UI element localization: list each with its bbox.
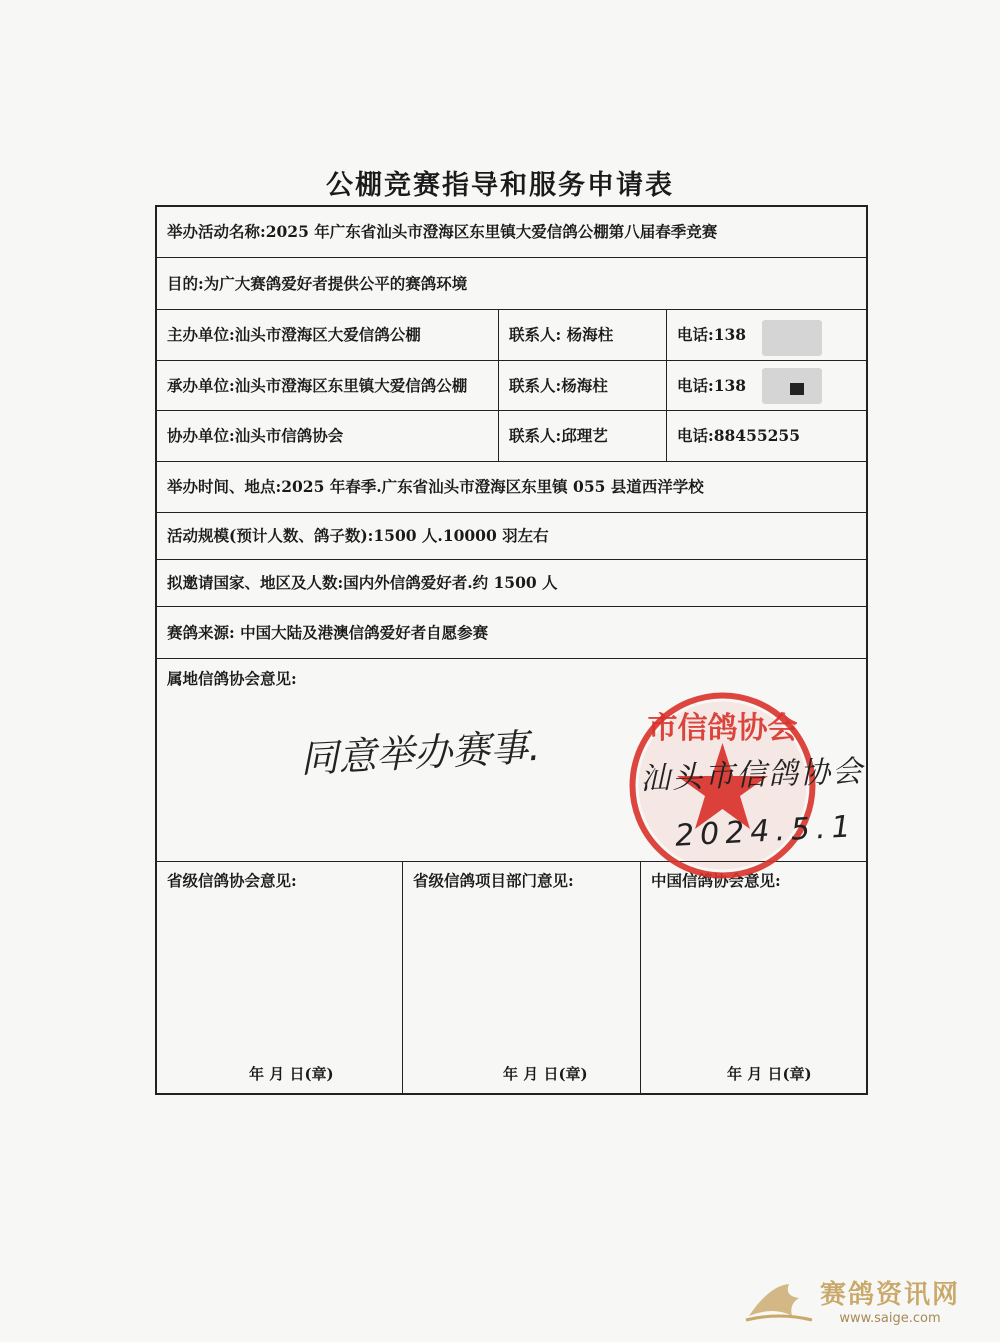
bottom-opinions <box>157 862 866 1093</box>
co-organizer-unit: 协办单位:汕头市信鸽协会 <box>167 426 344 445</box>
purpose: 目的:为广大赛鸽爱好者提供公平的赛鸽环境 <box>167 273 468 293</box>
event-name: 举办活动名称:2025 年广东省汕头市澄海区东里镇大爱信鸽公棚第八届春季竞赛 <box>167 222 718 241</box>
handwritten-signature: 汕头市信鸽协会 <box>639 754 865 797</box>
co-organizer-phone: 电话:88455255 <box>666 411 866 461</box>
host-row <box>157 310 866 361</box>
organizer-row <box>157 361 866 411</box>
event-name-row <box>157 207 866 258</box>
source-row <box>157 607 866 659</box>
host-phone: 电话:138 <box>666 310 866 360</box>
organizer-phone: 电话:138 <box>666 361 866 410</box>
form-title: 公棚竞赛指导和服务申请表 <box>326 170 674 201</box>
invited-row <box>157 560 866 607</box>
handwritten-approval: 同意举办赛事. <box>299 724 542 782</box>
local-opinion-label: 属地信鸽协会意见: <box>167 669 297 688</box>
time-place: 举办时间、地点:2025 年春季.广东省汕头市澄海区东里镇 055 县道西洋学校 <box>167 477 704 496</box>
host-unit: 主办单位:汕头市澄海区大爱信鸽公棚 <box>167 325 421 344</box>
purpose-row <box>157 258 866 310</box>
scale-row <box>157 513 866 560</box>
watermark-url: www.saige.com <box>839 1311 941 1326</box>
time-place-row <box>157 462 866 513</box>
pigeon-logo-icon <box>744 1276 814 1324</box>
provincial-dept-label: 省级信鸽项目部门意见: <box>413 871 574 890</box>
co-organizer-row <box>157 411 866 462</box>
organizer-contact: 联系人:杨海柱 <box>498 361 666 410</box>
stamp-text: 市信鸽协会 <box>647 712 798 745</box>
national-assoc-date: 年 月 日(章) <box>727 1065 812 1083</box>
host-contact: 联系人: 杨海柱 <box>498 310 666 360</box>
provincial-assoc-label: 省级信鸽协会意见: <box>167 871 297 890</box>
national-assoc-label: 中国信鸽协会意见: <box>651 871 781 890</box>
scale: 活动规模(预计人数、鸽子数):1500 人.10000 羽左右 <box>167 526 549 545</box>
redacted-phone-1 <box>762 320 822 356</box>
redaction-mark <box>790 383 804 395</box>
provincial-dept-date: 年 月 日(章) <box>503 1065 588 1083</box>
provincial-assoc-cell <box>157 862 402 1093</box>
organizer-unit: 承办单位:汕头市澄海区东里镇大爱信鸽公棚 <box>167 375 468 395</box>
provincial-assoc-date: 年 月 日(章) <box>249 1065 334 1083</box>
watermark-name: 赛鸽资讯网 <box>819 1280 960 1310</box>
provincial-dept-cell <box>402 862 640 1093</box>
source: 赛鸽来源: 中国大陆及港澳信鸽爱好者自愿参赛 <box>167 622 489 642</box>
invited: 拟邀请国家、地区及人数:国内外信鸽爱好者.约 1500 人 <box>167 573 558 592</box>
national-assoc-cell <box>640 862 866 1093</box>
site-watermark <box>744 1274 960 1326</box>
handwritten-date: 2024.5.1 <box>674 809 858 854</box>
co-organizer-contact: 联系人:邱理艺 <box>498 411 666 461</box>
